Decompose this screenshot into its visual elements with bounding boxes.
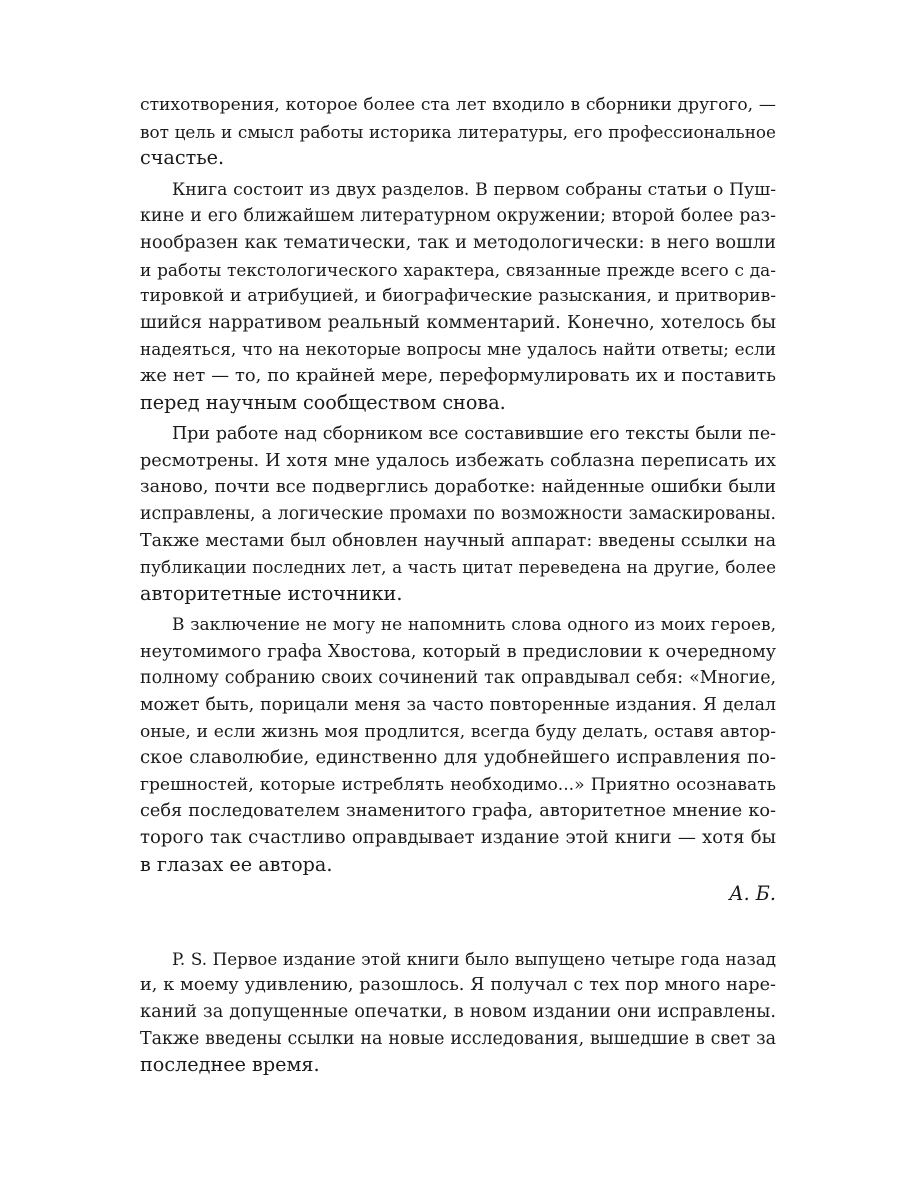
text-line: грешностей, которые истреблять необходимо...» Приятно осознавать xyxy=(140,774,776,795)
text-line: ресмотрены. И хотя мне удалось избежать соблазна переписать их xyxy=(140,450,776,471)
text-line: публикации последних лет, а часть цитат переведена на другие, более xyxy=(140,557,776,578)
paragraph-2 xyxy=(140,177,776,416)
text-line: Также введены ссылки на новые исследования, вышедшие в свет за xyxy=(140,1028,776,1049)
text-line: полному собранию своих сочинений так оправдывал себя: «Многие, xyxy=(140,668,776,689)
paragraph-1 xyxy=(140,92,776,172)
text-line: вот цель и смысл работы историка литературы, его профессиональное xyxy=(140,121,776,142)
text-line: каний за допущенные опечатки, в новом издании они исправлены. xyxy=(140,1002,776,1022)
text-line: исправлены, а логические промахи по возможности замаскированы. xyxy=(140,503,776,524)
text-line: может быть, порицали меня за часто повторенные издания. Я делал xyxy=(140,695,776,716)
text-line: P. S. Первое издание этой книги было выпущено четыре года назад xyxy=(172,948,776,969)
text-line: авторитетные источники. xyxy=(140,581,403,605)
text-line: шийся нарративом реальный комментарий. Конечно, хотелось бы xyxy=(140,311,776,333)
text-line: неутомимого графа Хвостова, который в предисловии к очередному xyxy=(140,641,776,662)
text-line: При работе над сборником все составившие его тексты были пе- xyxy=(172,424,776,445)
postscript xyxy=(140,946,776,1079)
text-line: нообразен как тематически, так и методологически: в него вошли xyxy=(140,231,776,253)
text-line: счастье. xyxy=(140,146,225,170)
text-line: последнее время. xyxy=(140,1053,320,1077)
text-line: Книга состоит из двух разделов. В первом собраны статьи о Пуш- xyxy=(172,179,776,200)
text-line: В заключение не могу не напомнить слова одного из моих героев, xyxy=(172,615,776,636)
author-signature: А. Б. xyxy=(729,882,776,906)
text-line: заново, почти все подверглись доработке: найденные ошибки были xyxy=(140,477,776,498)
paragraph-3 xyxy=(140,421,776,607)
text-line: торого так счастливо оправдывает издание этой книги — хотя бы xyxy=(140,827,776,849)
text-line: перед научным сообществом снова. xyxy=(140,390,506,414)
text-line: ское славолюбие, единственно для удобнейшего исправления по- xyxy=(140,747,776,769)
text-line: и работы текстологического характера, связанные прежде всего с да- xyxy=(140,259,776,280)
text-line: и, к моему удивлению, разошлось. Я получал с тех пор много наре- xyxy=(140,975,776,996)
text-line: кине и его ближайшем литературном окружении; второй более раз- xyxy=(140,206,776,227)
text-line: же нет — то, по крайней мере, переформулировать их и поставить xyxy=(140,364,776,386)
page-body xyxy=(140,92,776,1079)
paragraph-4 xyxy=(140,612,776,878)
text-line: стихотворения, которое более ста лет входило в сборники другого, — xyxy=(140,95,776,115)
text-line: в глазах ее автора. xyxy=(140,852,333,876)
text-line: надеяться, что на некоторые вопросы мне удалось найти ответы; если xyxy=(140,339,776,360)
text-line: оные, и если жизнь моя продлится, всегда буду делать, оставя автор- xyxy=(140,721,776,742)
text-line: Также местами был обновлен научный аппарат: введены ссылки на xyxy=(140,530,776,551)
text-line: себя последователем знаменитого графа, авторитетное мнение ко- xyxy=(140,801,776,822)
text-line: тировкой и атрибуцией, и биографические разыскания, и притворив- xyxy=(140,286,776,307)
